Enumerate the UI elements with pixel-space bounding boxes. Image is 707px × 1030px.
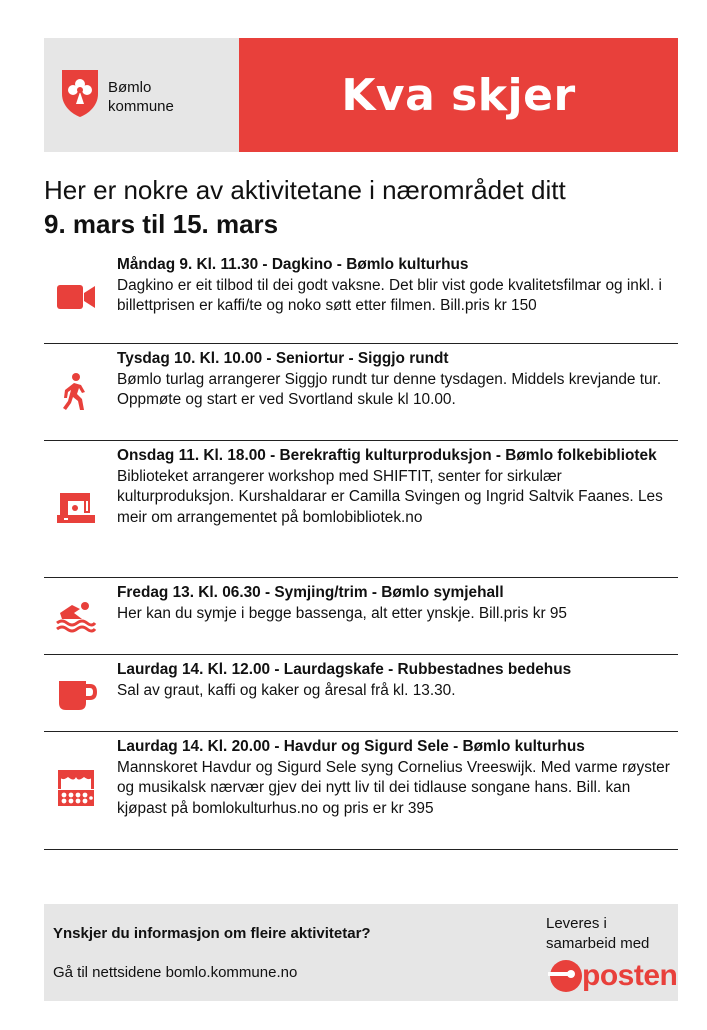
event-list [44, 250, 678, 850]
event-body: Biblioteket arrangerer workshop med SHIFTIT, senter for sirkulær kulturproduksjon. Kurshaldarar er Camilla Svingen og Ingrid Saltvik Faanes. Les meir om arrangementet på bomlobibliotek.no [117, 467, 663, 526]
swimmer-icon [54, 595, 98, 635]
title-banner [239, 38, 678, 152]
coat-of-arms-icon [60, 68, 100, 118]
event-body: Sal av graut, kaffi og kaker og åresal frå kl. 13.30. [117, 681, 456, 699]
event-body: Bømlo turlag arrangerer Siggjo rundt tur denne tysdagen. Middels krevjande tur. Oppmøte og start er ved Svortland skule kl 10.00. [117, 370, 662, 408]
footer [44, 904, 678, 1001]
event-item [44, 250, 678, 344]
event-body: Dagkino er eit tilbod til dei godt vaksne. Det blir vist gode kvalitetsfilmar og inkl. i billettprisen er kaffi/te og noko søtt etter filmen. Bill.pris kr 150 [117, 276, 662, 314]
event-text [117, 737, 673, 819]
event-text [117, 660, 673, 701]
theater-stage-icon [54, 768, 98, 808]
page-title: Kva skjer [341, 69, 576, 121]
event-heading: Laurdag 14. Kl. 12.00 - Laurdagskafe - Rubbestadnes bedehus [117, 661, 572, 678]
date-range: 9. mars til 15. mars [44, 209, 279, 239]
event-text [117, 446, 673, 528]
event-text [117, 349, 673, 411]
video-camera-icon [54, 277, 98, 317]
delivered-with-text: Leveres i samarbeid med [546, 915, 650, 952]
event-item [44, 344, 678, 441]
event-heading: Måndag 9. Kl. 11.30 - Dagkino - Bømlo kulturhus [117, 256, 469, 273]
header [44, 38, 678, 152]
footer-question: Ynskjer du informasjon om fleire aktivitetar? [53, 925, 371, 942]
event-heading: Fredag 13. Kl. 06.30 - Symjing/trim - Bømlo symjehall [117, 584, 504, 601]
event-text [117, 583, 673, 624]
event-heading: Onsdag 11. Kl. 18.00 - Berekraftig kulturproduksjon - Bømlo folkebibliotek [117, 447, 657, 464]
kommune-name-line2: kommune [108, 98, 174, 115]
event-heading: Tysdag 10. Kl. 10.00 - Seniortur - Siggjo rundt [117, 350, 449, 367]
sewing-machine-icon [54, 488, 98, 528]
kommune-name [108, 78, 174, 116]
event-item [44, 441, 678, 578]
event-item [44, 655, 678, 732]
event-text [117, 255, 673, 317]
event-heading: Laurdag 14. Kl. 20.00 - Havdur og Sigurd Sele - Bømlo kulturhus [117, 738, 585, 755]
intro-text: Her er nokre av aktivitetane i nærområdet ditt [44, 175, 566, 205]
event-body: Mannskoret Havdur og Sigurd Sele syng Cornelius Vreeswijk. Med varme røyster og musikalsk nærvær gjev dei nytt liv til dei tidlause songane hans. Bill. kan kjøpast på bomlokulturhus.no og pris er kr 395 [117, 758, 670, 817]
kommune-name-line1: Bømlo [108, 79, 152, 96]
event-body: Her kan du symje i begge bassenga, alt etter ynskje. Bill.pris kr 95 [117, 604, 567, 622]
kommune-logo[interactable] [44, 38, 239, 152]
footer-website-link[interactable]: Gå til nettsidene bomlo.kommune.no [53, 964, 298, 981]
posten-logo-text: posten [582, 959, 678, 992]
event-item [44, 578, 678, 655]
event-item [44, 732, 678, 850]
walking-person-icon [54, 372, 98, 412]
coffee-cup-icon [54, 675, 98, 715]
